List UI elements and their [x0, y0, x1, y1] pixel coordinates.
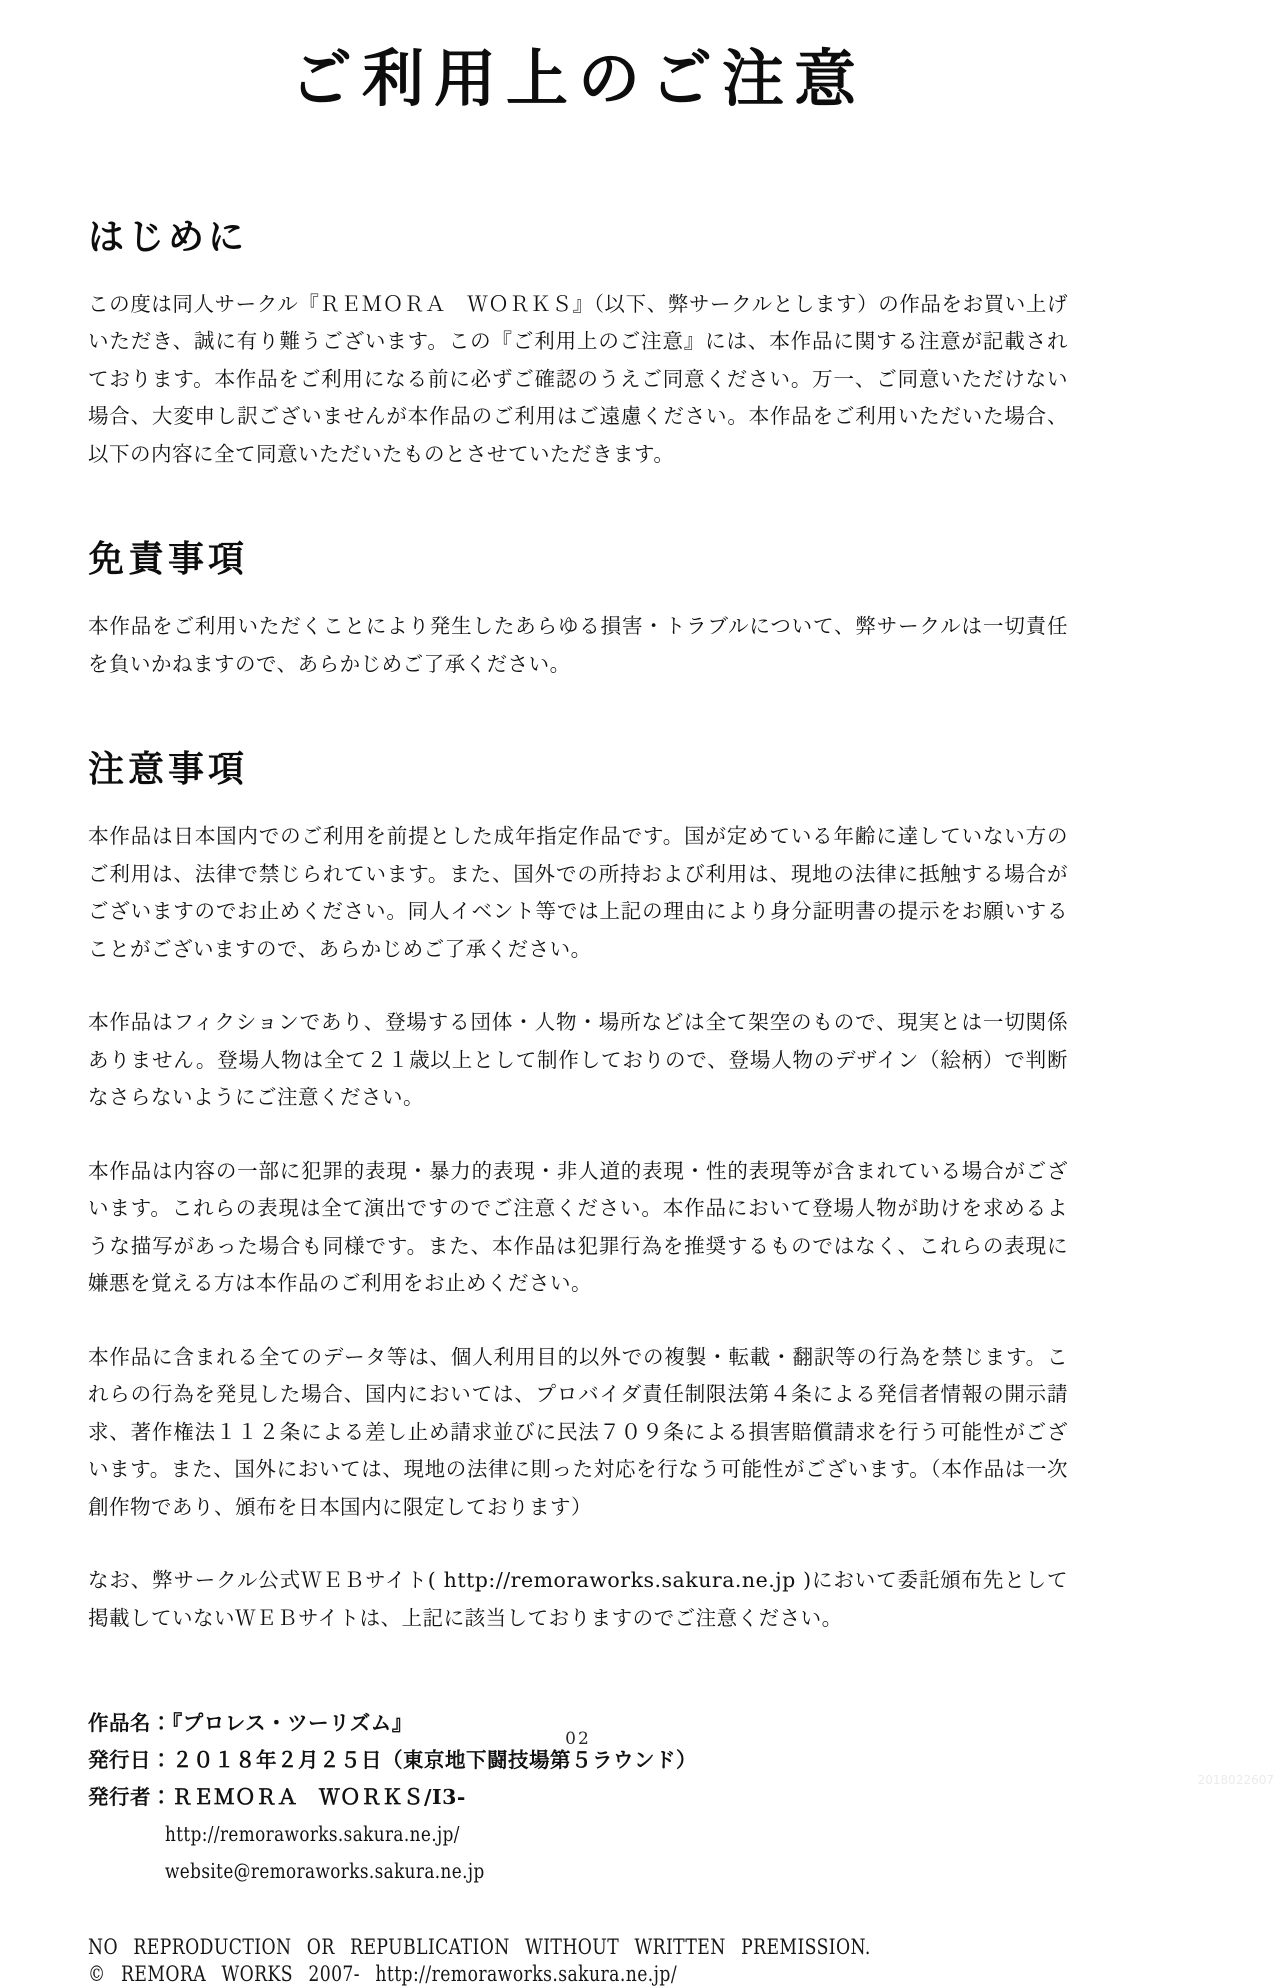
chui-paragraph-official-site: なお、弊サークル公式ＷＥＢサイト( http://remoraworks.sakura.ne.jp )において委託頒布先として掲載していないＷＥＢサイトは、上記に該当しておりますのでご注意ください。: [88, 1568, 1068, 1630]
page-number: 02: [565, 1729, 591, 1749]
section-heading-chui-jiko: 注意事項: [88, 748, 249, 791]
section-hajimeni: [88, 209, 1068, 474]
page-title: ご利用上のご注意: [289, 42, 866, 115]
colophon-email: [88, 1853, 1068, 1890]
colophon-publisher: 発行者：ＲＥＭＯＲＡ ＷＯＲＫＳ/I3-: [88, 1785, 466, 1810]
section-menseki-jiko: [88, 531, 1068, 683]
chui-paragraph-copyright: 本作品に含まれる全てのデータ等は、個人利用目的以外での複製・転載・翻訳等の行為を禁じます。これらの行為を発見した場合、国内においては、プロバイダ責任制限法第４条による発信者情報の開示請求、著作権法１１２条による差し止め請求並びに民法７０９条による損害賠償請求を行う可能性がございます。また、国外においては、現地の法律に則った対応を行なう可能性がございます。（本作品は一次創作物であり、頒布を日本国内に限定しております）: [88, 1344, 1068, 1519]
chui-paragraph-expressions: 本作品は内容の一部に犯罪的表現・暴力的表現・非人道的表現・性的表現等が含まれている場合がございます。これらの表現は全て演出ですのでご注意ください。本作品において登場人物が助けを求めるような描写があった場合も同様です。また、本作品は犯罪行為を推奨するものではなく、これらの表現に嫌悪を覚える方は本作品のご利用をお止めください。: [88, 1158, 1068, 1296]
publisher-email-text: website@remoraworks.sakura.ne.jp: [165, 1859, 485, 1884]
english-copyright-footer: [88, 1934, 1068, 1988]
colophon-publish-date: 発行日：２０１８年２月２５日（東京地下闘技場第５ラウンド）: [88, 1748, 697, 1773]
section-heading-hajimeni: はじめに: [88, 215, 249, 258]
publisher-url-text: http://remoraworks.sakura.ne.jp/: [165, 1822, 460, 1847]
hajimeni-paragraph: この度は同人サークル『ＲＥＭＯＲＡ ＷＯＲＫＳ』（以下、弊サークルとします）の作品をお買い上げいただき、誠に有り難うございます。この『ご利用上のご注意』には、本作品に関する注意が記載されております。本作品をご利用になる前に必ずご確認のうえご同意ください。万一、ご同意いただけない場合、大変申し訳ございませんが本作品のご利用はご遠慮ください。本作品をご利用いただいた場合、以下の内容に全て同意いただいたものとさせていただきます。: [88, 291, 1068, 466]
colophon-work-title: 作品名：『プロレス・ツーリズム』: [88, 1711, 413, 1736]
chui-paragraph-age-restriction: 本作品は日本国内でのご利用を前提とした成年指定作品です。国が定めている年齢に達していない方のご利用は、法律で禁じられています。また、国外での所持および利用は、現地の法律に抵触する場合がございますのでお止めください。同人イベント等では上記の理由により身分証明書の提示をお願いすることがございますので、あらかじめご了承ください。: [88, 824, 1068, 961]
document-page: [88, 0, 1068, 1988]
no-reproduction-line: NO REPRODUCTION OR REPUBLICATION WITHOUT WRITTEN PREMISSION.: [88, 1935, 871, 1960]
chui-paragraph-fiction: 本作品はフィクションであり、登場する団体・人物・場所などは全て架空のもので、現実とは一切関係ありません。登場人物は全て２１歳以上として制作しておりので、登場人物のデザイン（絵柄）で判断なさらないようにご注意ください。: [88, 1010, 1068, 1110]
section-heading-menseki-jiko: 免責事項: [88, 538, 249, 581]
copyright-line: © REMORA WORKS 2007- http://remoraworks.sakura.ne.jp/: [88, 1962, 678, 1987]
section-chui-jiko: [88, 741, 1068, 1637]
colophon-url: [88, 1816, 1068, 1853]
menseki-paragraph: 本作品をご利用いただくことにより発生したあらゆる損害・トラブルについて、弊サークルは一切責任を負いかねますので、あらかじめご了承ください。: [88, 614, 1068, 676]
corner-watermark: 2018022607: [1197, 1773, 1274, 1787]
